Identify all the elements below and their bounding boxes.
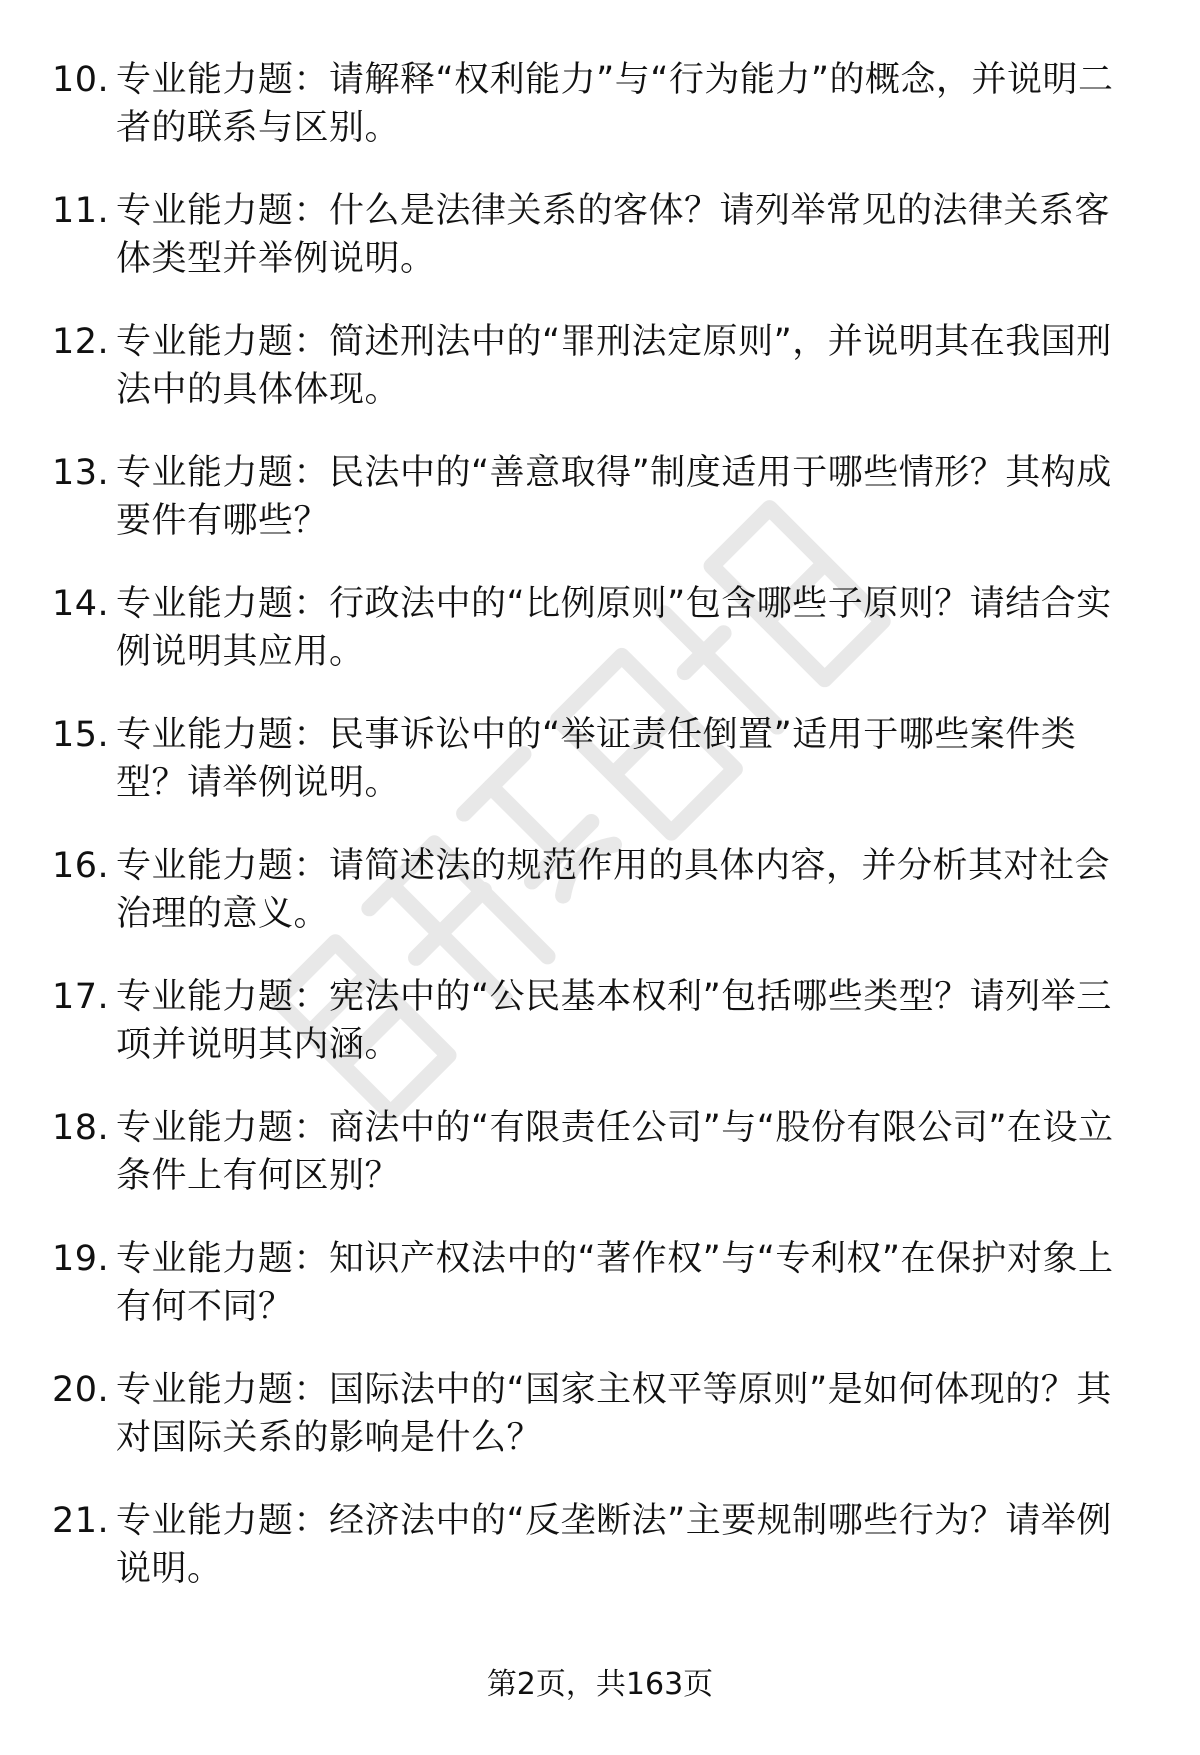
question-item	[52, 1104, 1132, 1200]
question-item	[52, 973, 1132, 1069]
question-text: 专业能力题：宪法中的“公民基本权利”包括哪些类型？请列举三项并说明其内涵。	[116, 977, 1112, 1065]
question-number: 13.	[52, 453, 110, 493]
question-item	[52, 56, 1132, 152]
question-number: 10.	[52, 60, 110, 100]
question-text: 专业能力题：经济法中的“反垄断法”主要规制哪些行为？请举例说明。	[116, 1501, 1112, 1589]
question-text: 专业能力题：商法中的“有限责任公司”与“股份有限公司”在设立条件上有何区别？	[116, 1108, 1114, 1196]
question-text: 专业能力题：请简述法的规范作用的具体内容，并分析其对社会治理的意义。	[116, 846, 1111, 934]
question-item	[52, 1366, 1132, 1462]
question-item	[52, 711, 1132, 807]
question-number: 17.	[52, 977, 110, 1017]
question-item	[52, 1497, 1132, 1593]
question-number: 16.	[52, 846, 110, 886]
question-number: 21.	[52, 1501, 110, 1541]
question-number: 18.	[52, 1108, 110, 1148]
question-number: 19.	[52, 1239, 110, 1279]
question-number: 11.	[52, 191, 110, 231]
question-text: 专业能力题：简述刑法中的“罪刑法定原则”，并说明其在我国刑法中的具体体现。	[116, 322, 1112, 410]
question-text: 专业能力题：国际法中的“国家主权平等原则”是如何体现的？其对国际关系的影响是什么？	[116, 1370, 1112, 1458]
page-footer: 第2页，共163页	[486, 1667, 714, 1702]
question-number: 14.	[52, 584, 110, 624]
question-text: 专业能力题：行政法中的“比例原则”包含哪些子原则？请结合实例说明其应用。	[116, 584, 1112, 672]
question-item	[52, 318, 1132, 414]
question-number: 15.	[52, 715, 110, 755]
question-list	[52, 56, 1132, 1628]
question-item	[52, 842, 1132, 938]
question-text: 专业能力题：民法中的“善意取得”制度适用于哪些情形？其构成要件有哪些？	[116, 453, 1112, 541]
question-item	[52, 580, 1132, 676]
question-text: 专业能力题：请解释“权利能力”与“行为能力”的概念，并说明二者的联系与区别。	[116, 60, 1114, 148]
question-item	[52, 1235, 1132, 1331]
question-number: 20.	[52, 1370, 110, 1410]
question-number: 12.	[52, 322, 110, 362]
question-item	[52, 187, 1132, 283]
question-text: 专业能力题：民事诉讼中的“举证责任倒置”适用于哪些案件类型？请举例说明。	[116, 715, 1077, 803]
question-item	[52, 449, 1132, 545]
question-text: 专业能力题：知识产权法中的“著作权”与“专利权”在保护对象上有何不同？	[116, 1239, 1114, 1327]
question-text: 专业能力题：什么是法律关系的客体？请列举常见的法律关系客体类型并举例说明。	[116, 191, 1111, 279]
